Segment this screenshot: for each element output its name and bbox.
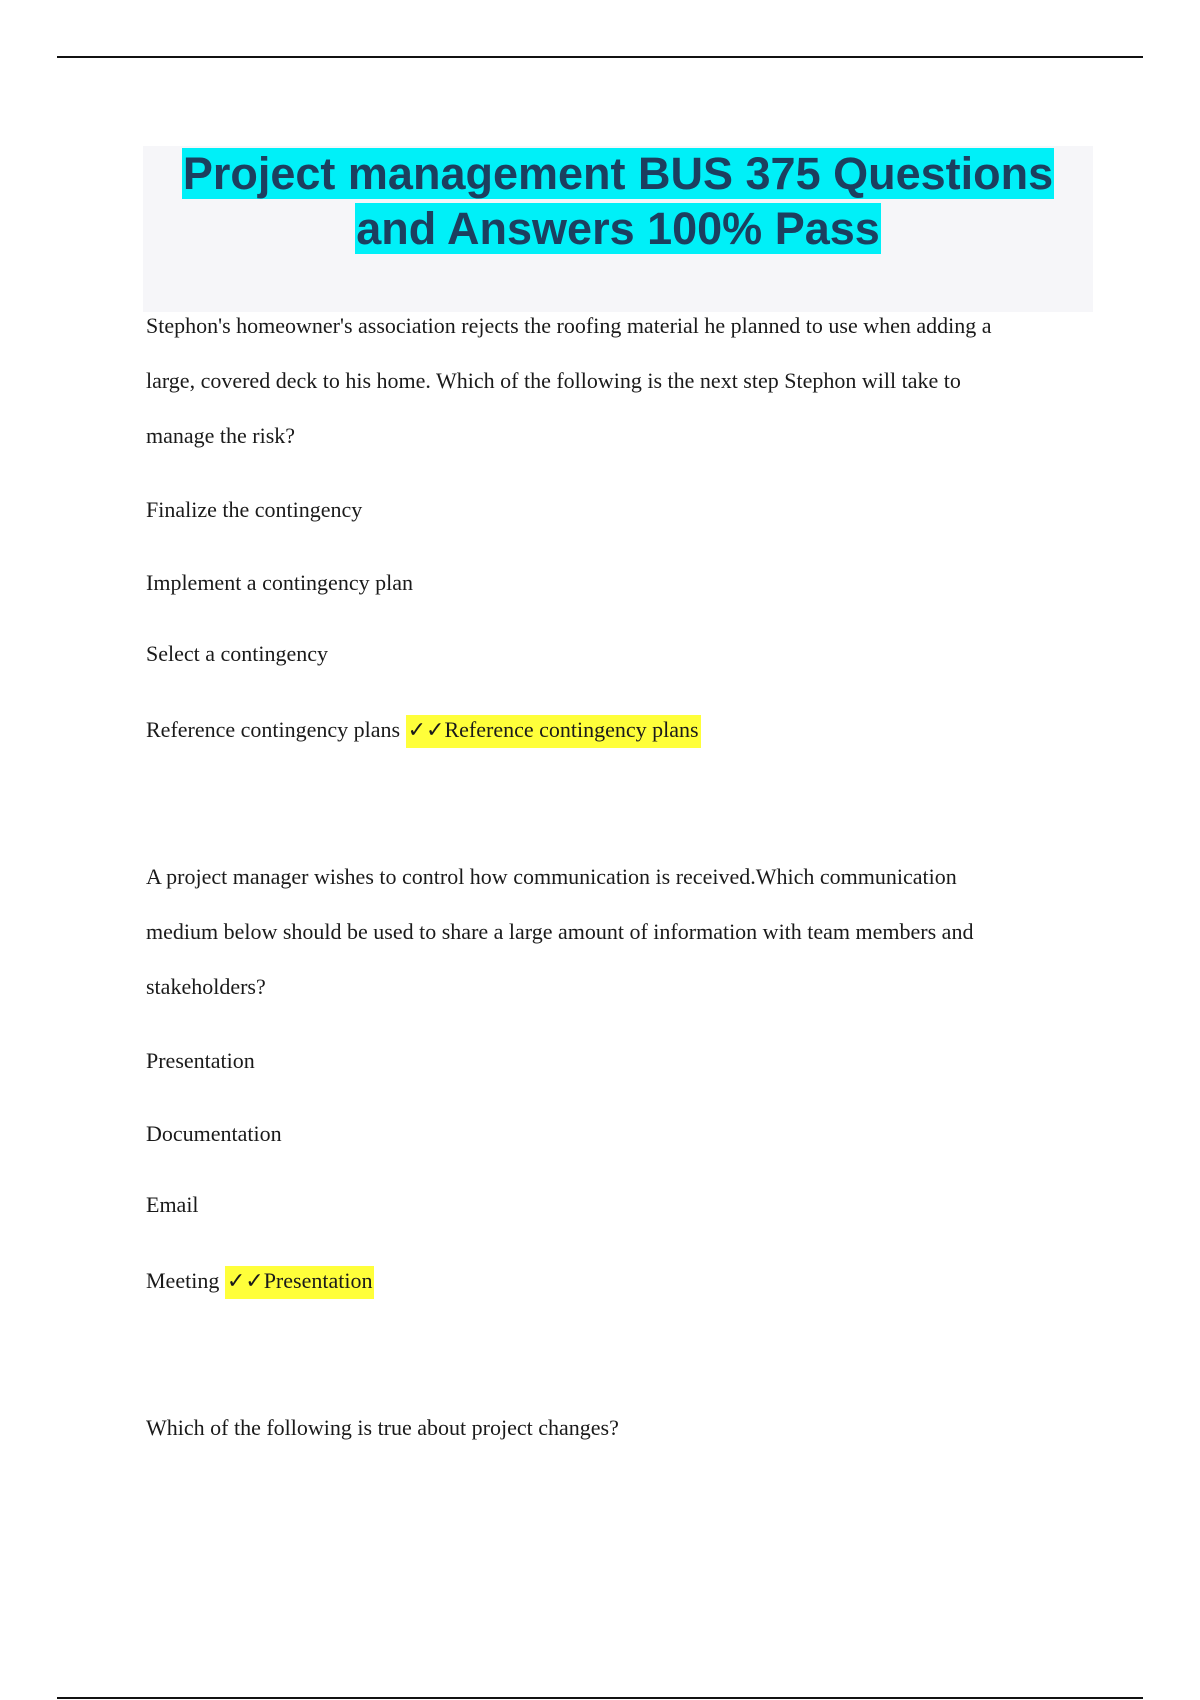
question-3-line-1: Which of the following is true about project changes? [146, 1415, 619, 1440]
header-rule [57, 56, 1143, 58]
question-2-option-4-row [146, 1253, 1096, 1308]
footer-rule [57, 1697, 1143, 1699]
question-1-option-4: Reference contingency plans [146, 717, 401, 742]
question-2-text [146, 849, 1096, 1014]
question-1-option-2: Implement a contingency plan [146, 570, 413, 595]
question-1-option-3: Select a contingency [146, 641, 329, 666]
question-2-line-3: stakeholders? [146, 974, 266, 999]
question-2-option-1: Presentation [146, 1048, 255, 1073]
question-1-line-2: large, covered deck to his home. Which of the following is the next step Stephon will take to [146, 368, 961, 393]
question-1-option-1: Finalize the contingency [146, 497, 363, 522]
question-1-text [146, 298, 1096, 463]
question-1-line-1: Stephon's homeowner's association rejects the roofing material he planned to use when adding a [146, 313, 992, 338]
question-2-line-2: medium below should be used to share a large amount of information with team members and [146, 919, 974, 944]
question-2-option-2: Documentation [146, 1121, 282, 1146]
question-3-text [146, 1400, 1096, 1455]
question-1-option-4-row [146, 702, 1096, 757]
question-1-line-3: manage the risk? [146, 423, 296, 448]
question-1-answer: ✓✓Reference contingency plans [406, 715, 701, 748]
question-2-option-3: Email [146, 1192, 199, 1217]
title-line-1: Project management BUS 375 Questions [182, 148, 1054, 199]
question-2-option-4: Meeting [146, 1268, 220, 1293]
document-title [143, 146, 1093, 256]
title-line-2: and Answers 100% Pass [356, 203, 880, 254]
question-2-line-1: A project manager wishes to control how communication is received.Which communication [146, 864, 957, 889]
question-2-answer: ✓✓Presentation [225, 1266, 375, 1299]
